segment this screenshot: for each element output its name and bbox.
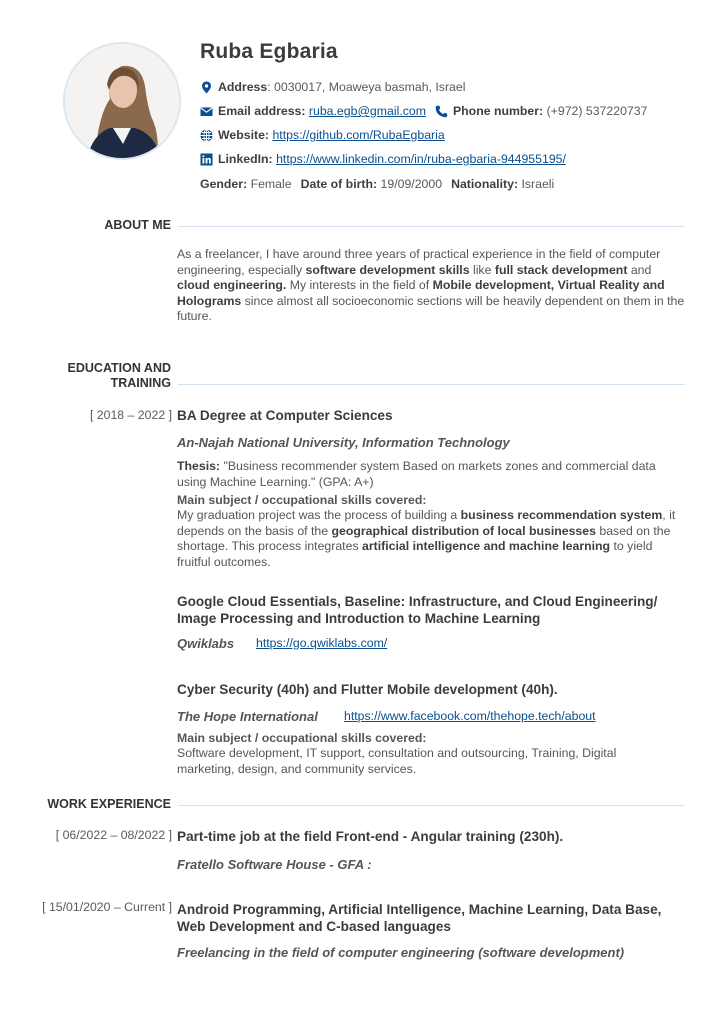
website-link[interactable]: https://github.com/RubaEgbaria <box>272 128 445 142</box>
section-title-work: WORK EXPERIENCE <box>47 797 171 811</box>
nationality-value: Israeli <box>521 177 555 191</box>
entry-date: [ 06/2022 – 08/2022 ] <box>55 828 172 842</box>
linkedin-link[interactable]: https://www.linkedin.com/in/ruba-egbaria-944955195/ <box>276 152 566 166</box>
globe-icon <box>200 129 213 142</box>
entry-title: Google Cloud Essentials, Baseline: Infrastructure, and Cloud Engineering/ Image Processing and Introduction to Machine Learning <box>177 594 658 626</box>
section-title-about: ABOUT ME <box>104 218 171 232</box>
entry-organization: The Hope International <box>177 709 318 724</box>
dob-value: 19/09/2000 <box>380 177 443 191</box>
linkedin-label: LinkedIn: <box>218 152 273 166</box>
address-line <box>200 80 465 94</box>
location-pin-icon <box>200 81 213 94</box>
personal-details-line <box>200 177 554 191</box>
address-value: : 0030017, Moaweya basmah, Israel <box>267 80 466 94</box>
entry-organization: Freelancing in the field of computer engineering (software development) <box>177 945 625 960</box>
phone-icon <box>435 105 448 118</box>
contact-line <box>200 104 647 118</box>
about-text: As a freelancer, I have around three years of practical experience in the field of computer engineering, especially software development skills like full stack development and cloud engineering. My interests in the field of Mobile development, Virtual Reality and Holograms since almost all socioeconomic sections will be heavily dependent on them in the future. <box>177 247 685 324</box>
envelope-icon <box>200 105 213 118</box>
gender-label: Gender: <box>200 177 248 191</box>
entry-organization: Qwiklabs <box>177 636 235 651</box>
website-label: Website: <box>218 128 270 142</box>
entry-title: Cyber Security (40h) and Flutter Mobile development (40h). <box>177 682 558 697</box>
hope-facebook-link[interactable]: https://www.facebook.com/thehope.tech/about <box>344 709 596 723</box>
candidate-name: Ruba Egbaria <box>200 40 338 63</box>
entry-title: Part-time job at the field Front-end - Angular training (230h). <box>177 829 564 844</box>
entry-title: Android Programming, Artificial Intelligence, Machine Learning, Data Base, Web Development and C-based languages <box>177 902 662 934</box>
section-divider <box>178 805 685 806</box>
section-title-education: EDUCATION AND TRAINING <box>67 361 171 390</box>
section-divider <box>178 226 685 227</box>
email-link[interactable]: ruba.egb@gmail.com <box>308 104 426 118</box>
skills-description: My graduation project was the process of building a business recommendation system, it depends on the basis of the geographical distribution of local businesses based on the shortage. This process integrates artificial intelligence and machine learning to yield fruitful outcomes. <box>177 508 676 569</box>
linkedin-line <box>200 152 566 166</box>
entry-organization: An-Najah National University, Information Technology <box>177 435 510 450</box>
email-label: Email address: <box>218 104 306 118</box>
portrait-image <box>65 44 179 158</box>
dob-label: Date of birth: <box>300 177 378 191</box>
entry-date: [ 2018 – 2022 ] <box>89 408 172 422</box>
nationality-label: Nationality: <box>451 177 519 191</box>
gender-value: Female <box>250 177 292 191</box>
entry-organization: Fratello Software House - GFA : <box>177 857 372 872</box>
address-label: Address <box>218 80 268 94</box>
qwiklabs-link[interactable]: https://go.qwiklabs.com/ <box>256 636 388 650</box>
linkedin-icon <box>200 153 213 166</box>
skills-label: Main subject / occupational skills covered: <box>177 731 427 745</box>
entry-date: [ 15/01/2020 – Current ] <box>42 900 172 914</box>
website-line <box>200 128 445 142</box>
thesis-text: Thesis: "Business recommender system Based on markets zones and commercial data using Machine Learning." (GPA: A+) <box>177 459 656 489</box>
phone-label: Phone number: <box>452 104 544 118</box>
phone-value: (+972) 537220737 <box>546 104 648 118</box>
skills-description: Software development, IT support, consultation and outsourcing, Training, Digital marketing, design, and community services. <box>177 746 617 776</box>
profile-photo <box>63 42 181 160</box>
entry-title: BA Degree at Computer Sciences <box>177 408 393 423</box>
section-divider <box>178 384 685 385</box>
skills-label: Main subject / occupational skills covered: <box>177 493 427 507</box>
